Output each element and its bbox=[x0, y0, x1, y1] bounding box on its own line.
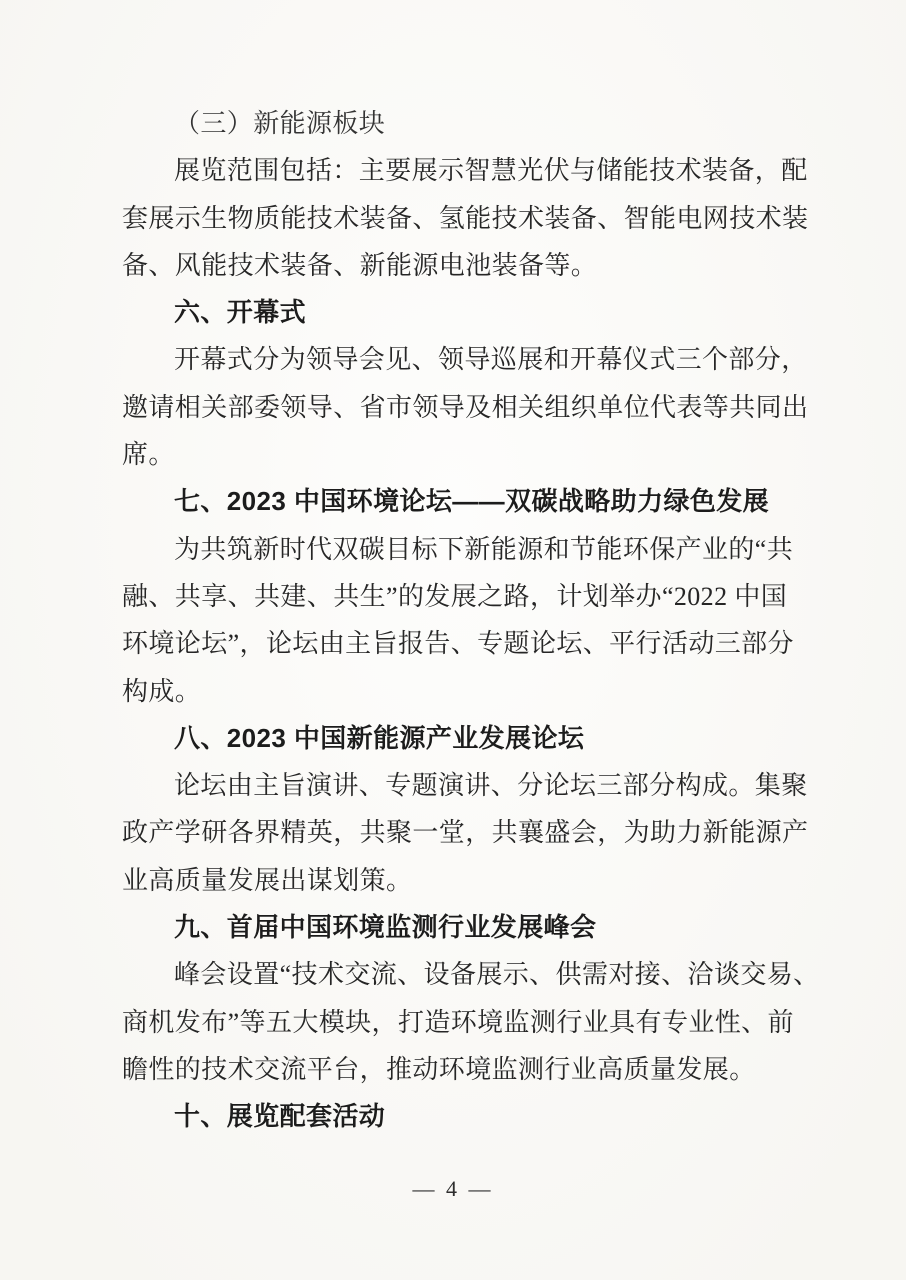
text-line: 席。 bbox=[122, 440, 175, 470]
text-line: 套展示生物质能技术装备、氢能技术装备、智能电网技术装 bbox=[122, 203, 809, 233]
text-line: 为共筑新时代双碳目标下新能源和节能环保产业的“共 bbox=[174, 534, 794, 564]
section-heading: 七、2023 中国环境论坛——双碳战略助力绿色发展 bbox=[174, 486, 770, 517]
text-line: 论坛由主旨演讲、专题演讲、分论坛三部分构成。集聚 bbox=[174, 771, 808, 801]
section-heading: 九、首届中国环境监测行业发展峰会 bbox=[174, 912, 597, 943]
section-heading: 八、2023 中国新能源产业发展论坛 bbox=[174, 722, 585, 753]
text-line: 开幕式分为领导会见、领导巡展和开幕仪式三个部分， bbox=[174, 345, 808, 375]
text-line: 构成。 bbox=[122, 676, 202, 706]
section-heading: 六、开幕式 bbox=[174, 297, 307, 328]
text-line: 瞻性的技术交流平台，推动环境监测行业高质量发展。 bbox=[122, 1054, 756, 1084]
text-line: 展览范围包括：主要展示智慧光伏与储能技术装备，配 bbox=[174, 156, 808, 186]
text-line: 融、共享、共建、共生”的发展之路，计划举办“2022 中国 bbox=[122, 581, 788, 611]
text-line: 商机发布”等五大模块，打造环境监测行业具有专业性、前 bbox=[122, 1007, 794, 1037]
text-line: 政产学研各界精英，共聚一堂，共襄盛会，为助力新能源产 bbox=[122, 818, 809, 848]
text-line: 峰会设置“技术交流、设备展示、供需对接、洽谈交易、 bbox=[174, 960, 820, 990]
text-line: 环境论坛”，论坛由主旨报告、专题论坛、平行活动三部分 bbox=[122, 629, 794, 659]
section-heading: 十、展览配套活动 bbox=[174, 1101, 386, 1132]
text-line: 业高质量发展出谋划策。 bbox=[122, 865, 413, 895]
page-number: — 4 — bbox=[412, 1176, 494, 1201]
text-line: 邀请相关部委领导、省市领导及相关组织单位代表等共同出 bbox=[122, 392, 809, 422]
sub-section-heading: （三）新能源板块 bbox=[174, 109, 386, 138]
text-line: 备、风能技术装备、新能源电池装备等。 bbox=[122, 250, 598, 280]
document-body bbox=[122, 100, 820, 1141]
